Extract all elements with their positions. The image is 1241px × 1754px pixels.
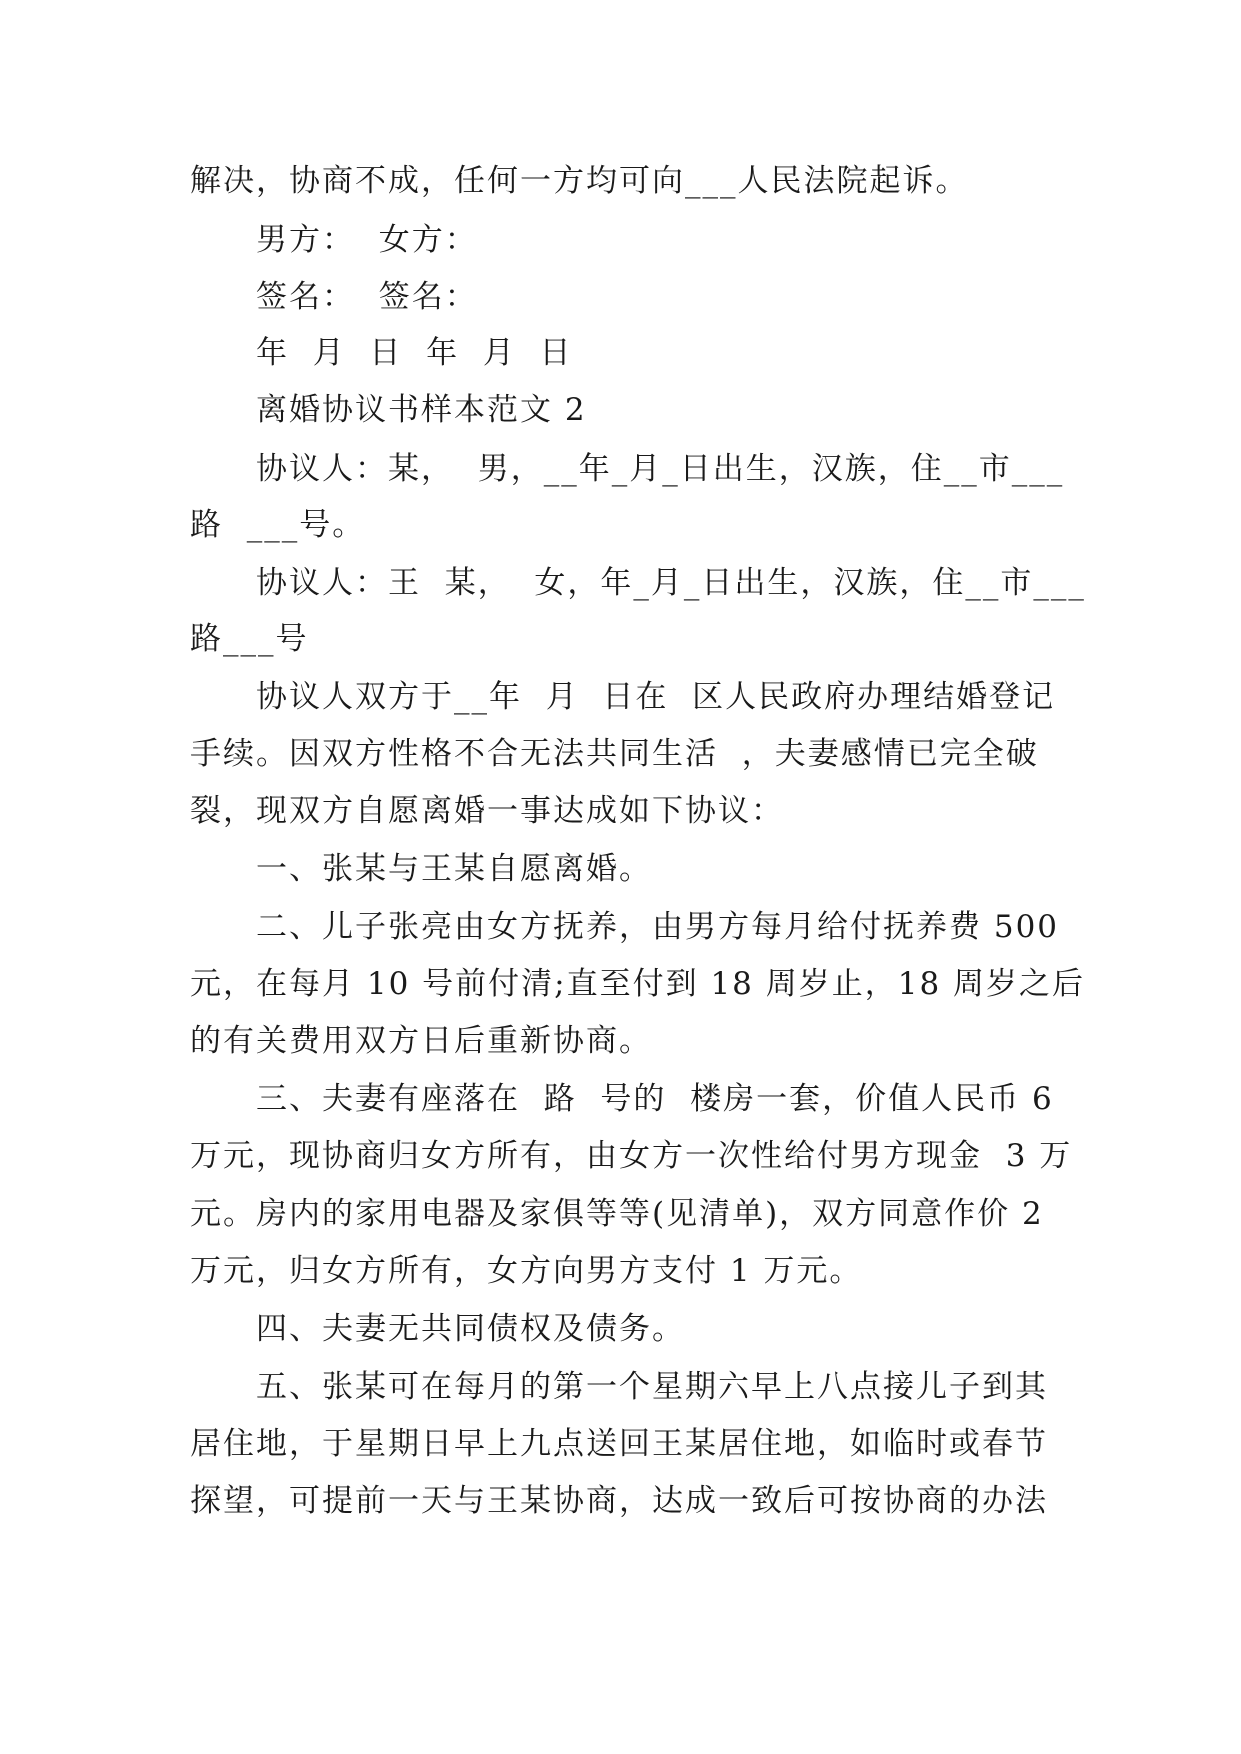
text-line: 元。房内的家用电器及家俱等等(见清单)，双方同意作价 2 (190, 1196, 1044, 1232)
text-line: 三、夫妻有座落在 路 号的 楼房一套，价值人民币 6 (256, 1081, 1054, 1117)
text-line: 元，在每月 10 号前付清;直至付到 18 周岁止，18 周岁之后 (190, 966, 1086, 1002)
section-heading: 离婚协议书样本范文 2 (256, 392, 587, 428)
text-line: 男方： 女方： (256, 222, 478, 258)
text-line: 路___号 (190, 621, 309, 657)
text-line: 一、张某与王某自愿离婚。 (256, 851, 652, 887)
text-line: 二、儿子张亮由女方抚养，由男方每月给付抚养费 500 (256, 909, 1060, 945)
text-line: 手续。因双方性格不合无法共同生活 ，夫妻感情已完全破 (190, 736, 1039, 772)
text-line: 签名： 签名： (256, 279, 478, 315)
text-line: 协议人：王 某， 女，年_月_日出生，汉族，住__市___ (256, 565, 1086, 601)
text-line: 协议人：某， 男，__年_月_日出生，汉族，住__市___ (256, 451, 1065, 487)
text-line: 四、夫妻无共同债权及债务。 (256, 1311, 685, 1347)
text-line: 五、张某可在每月的第一个星期六早上八点接儿子到其 (256, 1369, 1048, 1405)
text-line: 万元，归女方所有，女方向男方支付 1 万元。 (190, 1253, 863, 1289)
text-line: 探望，可提前一天与王某协商，达成一致后可按协商的办法 (190, 1483, 1048, 1519)
text-line: 路 ___号。 (190, 507, 366, 543)
text-line: 的有关费用双方日后重新协商。 (190, 1023, 652, 1059)
text-line: 居住地，于星期日早上九点送回王某居住地，如临时或春节 (190, 1426, 1048, 1462)
text-line: 裂，现双方自愿离婚一事达成如下协议： (190, 793, 784, 829)
text-line: 万元，现协商归女方所有，由女方一次性给付男方现金 3 万 (190, 1138, 1073, 1174)
text-line: 协议人双方于__年 月 日在 区人民政府办理结婚登记 (256, 679, 1056, 715)
text-line: 解决，协商不成，任何一方均可向___人民法院起诉。 (190, 163, 969, 199)
text-line: 年 月 日 年 月 日 (256, 335, 573, 371)
